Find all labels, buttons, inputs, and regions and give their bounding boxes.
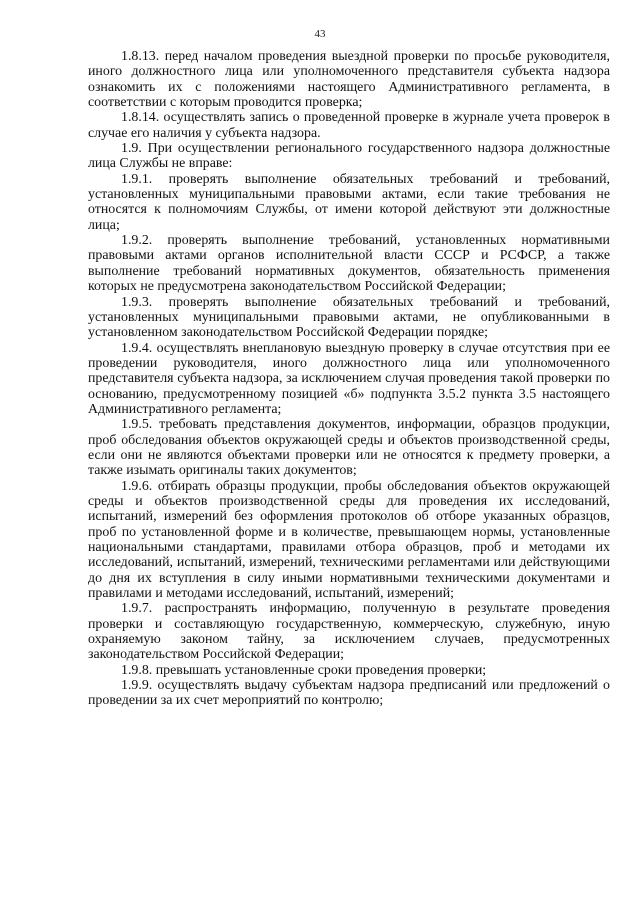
paragraph-1-9-6: 1.9.6. отбирать образцы продукции, пробы обследования объектов окружающей среды и объектов производственной среды для проведения их исследований, испытаний, измерений без оформления протоколов об отборе указанных образцов, проб по установленной форме и в количестве, превышающем нормы, установленные национальными стандартами, правилами отбора образцов, проб и методами их исследований, испытаний, измерений, техническими регламентами или действующими до дня их вступления в силу иными нормативными техническими документами и правилами и методами исследований, испытаний, измерений; bbox=[88, 478, 610, 602]
paragraph-1-9-9: 1.9.9. осуществлять выдачу субъектам надзора предписаний или предложений о проведении за их счет мероприятий по контролю; bbox=[88, 678, 610, 709]
paragraph-1-9-8: 1.9.8. превышать установленные сроки проведения проверки; bbox=[121, 662, 487, 678]
page-number: 43 bbox=[314, 28, 326, 40]
paragraph-1-9-4: 1.9.4. осуществлять внеплановую выездную проверку в случае отсутствия при ее проведении руководителя, иного должностного лица или уполномоченного представителя субъекта надзора, за исключением случая проведения такой проверки по основанию, предусмотренному позицией «б» подпункта 3.5.2 пункта 3.5 настоящего Административного регламента; bbox=[88, 340, 610, 417]
paragraph-1-9: 1.9. При осуществлении регионального государственного надзора должностные лица Службы не вправе: bbox=[88, 141, 610, 172]
paragraph-1-9-1: 1.9.1. проверять выполнение обязательных требований и требований, установленных муниципальными правовыми актами, если такие требования не относятся к полномочиям Службы, от имени которой действуют эти должностные лица; bbox=[88, 171, 610, 233]
paragraph-1-8-13: 1.8.13. перед началом проведения выездной проверки по просьбе руководителя, иного должностного лица или уполномоченного представителя субъекта надзора ознакомить их с положениями настоящего Административного регламента, в соответствии с которым проводится проверка; bbox=[88, 49, 610, 111]
document-body bbox=[88, 49, 610, 709]
paragraph-1-9-5: 1.9.5. требовать представления документов, информации, образцов продукции, проб обследования объектов окружающей среды и объектов производственной среды, если они не являются объектами проверки или не относятся к предмету проверки, а также изымать оригиналы таких документов; bbox=[88, 417, 610, 479]
paragraph-1-9-3: 1.9.3. проверять выполнение обязательных требований и требований, установленных муниципальными правовыми актами, не опубликованными в установленном законодательством Российской Федерации порядке; bbox=[88, 294, 610, 341]
paragraph-1-9-7: 1.9.7. распространять информацию, полученную в результате проведения проверки и составляющую государственную, коммерческую, служебную, иную охраняемую законом тайну, за исключением случаев, предусмотренных законодательством Российской Федерации; bbox=[88, 601, 610, 663]
paragraph-1-9-2: 1.9.2. проверять выполнение требований, установленных нормативными правовыми актами органов исполнительной власти СССР и РСФСР, а также выполнение требований нормативных документов, обязательность применения которых не предусмотрена законодательством Российской Федерации; bbox=[88, 233, 610, 295]
paragraph-1-8-14: 1.8.14. осуществлять запись о проведенной проверке в журнале учета проверок в случае его наличия у субъекта надзора. bbox=[88, 110, 610, 141]
